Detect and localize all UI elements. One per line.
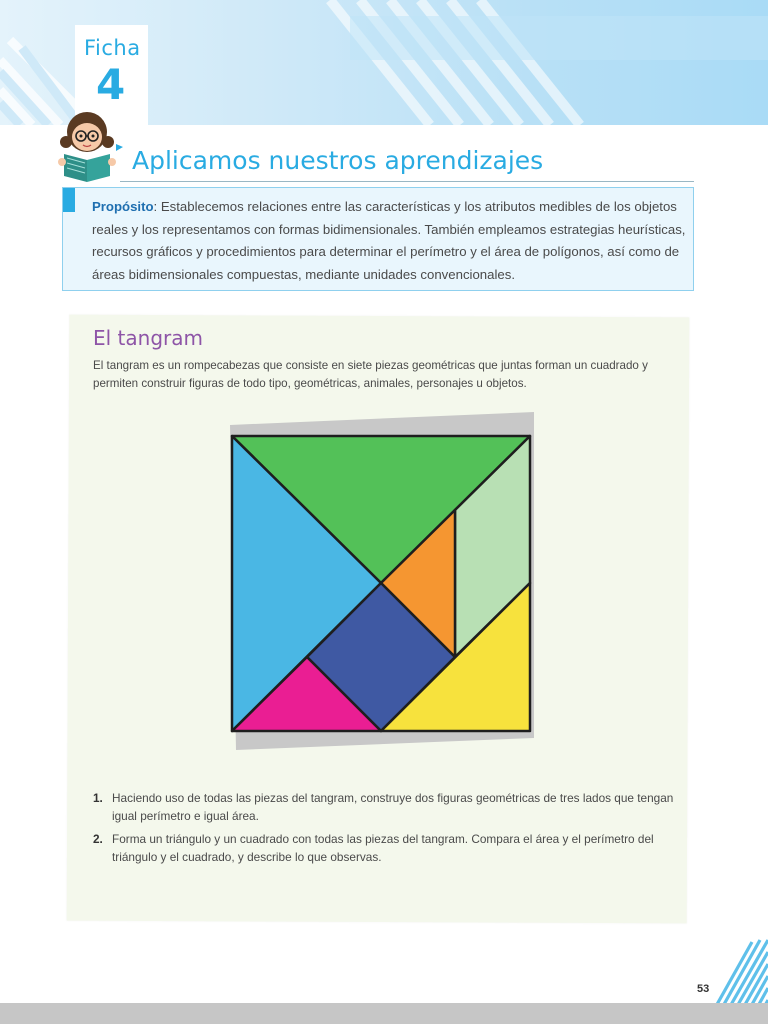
title-divider [120, 181, 694, 182]
question-text: Haciendo uso de todas las piezas del tangram, construye dos figuras geométricas de tres lados que tengan igual perímetro e igual área. [112, 791, 674, 823]
girl-reading-icon [50, 104, 128, 186]
purpose-text: : Establecemos relaciones entre las características y los atributos medibles de los objetos reales y los representamos con formas bidimensionales. También empleamos estrategias heurísticas, recursos gráficos y procedimientos para determinar el perímetro y el área de polígonos, así como de áreas bidimensionales compuestas, mediante unidades convencionales. [92, 199, 686, 282]
question-number: 2. [93, 832, 103, 846]
footer-bar [0, 1003, 768, 1024]
section-title: Aplicamos nuestros aprendizajes [132, 146, 544, 175]
tangram-figure [220, 410, 540, 755]
ficha-label: Ficha [84, 36, 141, 60]
purpose-accent-bar [63, 188, 75, 212]
question-item [93, 831, 683, 866]
purpose-paragraph [92, 196, 688, 286]
question-text: Forma un triángulo y un cuadrado con todas las piezas del tangram. Compara el área y el perímetro del triángulo y el cuadrado, y describe lo que observas. [112, 832, 654, 864]
tangram-description: El tangram es un rompecabezas que consiste en siete piezas geométricas que juntas forman un cuadrado y permiten construir figuras de todo tipo, geométricas, animales, personajes u objetos. [93, 359, 648, 390]
page-number: 53 [697, 983, 710, 995]
purpose-label: Propósito [92, 199, 154, 214]
question-number: 1. [93, 791, 103, 805]
ficha-number: 4 [96, 60, 126, 109]
question-item [93, 790, 683, 825]
tangram-heading: El tangram [93, 326, 203, 350]
